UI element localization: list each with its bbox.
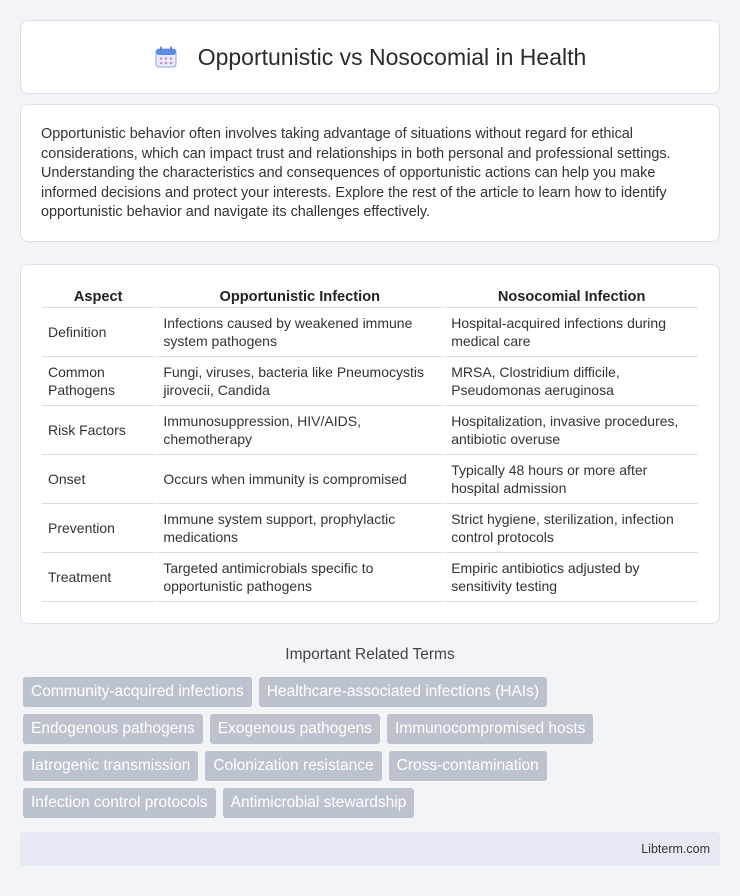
related-term-tag[interactable]: Antimicrobial stewardship (223, 788, 415, 818)
table-cell-aspect: Common Pathogens (42, 357, 154, 406)
table-cell-aspect: Definition (42, 308, 154, 357)
table-cell-nosocomial: MRSA, Clostridium difficile, Pseudomonas aeruginosa (442, 357, 698, 406)
related-term-tag[interactable]: Immunocompromised hosts (387, 714, 593, 744)
table-cell-aspect: Onset (42, 455, 154, 504)
table-cell-opportunistic: Targeted antimicrobials specific to opportunistic pathogens (154, 553, 442, 602)
tag-row (23, 751, 723, 781)
intro-paragraph: Opportunistic behavior often involves taking advantage of situations without regard for ethical considerations, which can impact trust and relationships in both personal and professional settings. Understanding the characteristics and consequences of opportunistic actions can help you make informed decisions and protect your interests. Explore the rest of the article to learn how to identify opportunistic behavior and navigate its challenges effectively. (41, 126, 671, 220)
related-term-tag[interactable]: Healthcare-associated infections (HAIs) (259, 677, 547, 707)
tag-row (23, 788, 723, 818)
table-header-row (42, 285, 698, 308)
table-cell-opportunistic: Immunosuppression, HIV/AIDS, chemotherapy (154, 406, 442, 455)
table-cell-opportunistic: Occurs when immunity is compromised (154, 455, 442, 504)
related-term-tag[interactable]: Iatrogenic transmission (23, 751, 198, 781)
related-term-tag[interactable]: Community-acquired infections (23, 677, 252, 707)
table-cell-nosocomial: Empiric antibiotics adjusted by sensitivity testing (442, 553, 698, 602)
footer (20, 832, 720, 866)
comparison-table (42, 285, 698, 602)
related-terms-list (23, 677, 723, 825)
related-term-tag[interactable]: Exogenous pathogens (210, 714, 380, 744)
header (154, 44, 587, 71)
table-cell-opportunistic: Immune system support, prophylactic medications (154, 504, 442, 553)
related-term-tag[interactable]: Colonization resistance (205, 751, 381, 781)
related-term-tag[interactable]: Infection control protocols (23, 788, 216, 818)
table-cell-aspect: Prevention (42, 504, 154, 553)
table-cell-opportunistic: Fungi, viruses, bacteria like Pneumocystis jirovecii, Candida (154, 357, 442, 406)
intro-card (20, 104, 720, 242)
table-cell-nosocomial: Hospitalization, invasive procedures, antibiotic overuse (442, 406, 698, 455)
tag-row (23, 714, 723, 744)
table-row (42, 308, 698, 357)
table-cell-aspect: Treatment (42, 553, 154, 602)
comparison-table-card (20, 264, 720, 624)
table-row (42, 406, 698, 455)
column-header-nosocomial: Nosocomial Infection (442, 285, 698, 308)
calendar-icon (154, 45, 178, 69)
table-row (42, 455, 698, 504)
page-title: Opportunistic vs Nosocomial in Health (197, 43, 587, 70)
tag-row (23, 677, 723, 707)
table-row (42, 553, 698, 602)
header-card (20, 20, 720, 94)
related-term-tag[interactable]: Cross-contamination (389, 751, 547, 781)
table-cell-opportunistic: Infections caused by weakened immune system pathogens (154, 308, 442, 357)
column-header-aspect: Aspect (42, 285, 154, 308)
footer-site-link[interactable]: Libterm.com (641, 842, 710, 856)
table-cell-nosocomial: Hospital-acquired infections during medical care (442, 308, 698, 357)
column-header-opportunistic: Opportunistic Infection (154, 285, 442, 308)
related-terms-heading: Important Related Terms (285, 646, 455, 663)
related-term-tag[interactable]: Endogenous pathogens (23, 714, 203, 744)
table-row (42, 504, 698, 553)
table-cell-nosocomial: Typically 48 hours or more after hospital admission (442, 455, 698, 504)
table-cell-nosocomial: Strict hygiene, sterilization, infection control protocols (442, 504, 698, 553)
table-cell-aspect: Risk Factors (42, 406, 154, 455)
table-row (42, 357, 698, 406)
